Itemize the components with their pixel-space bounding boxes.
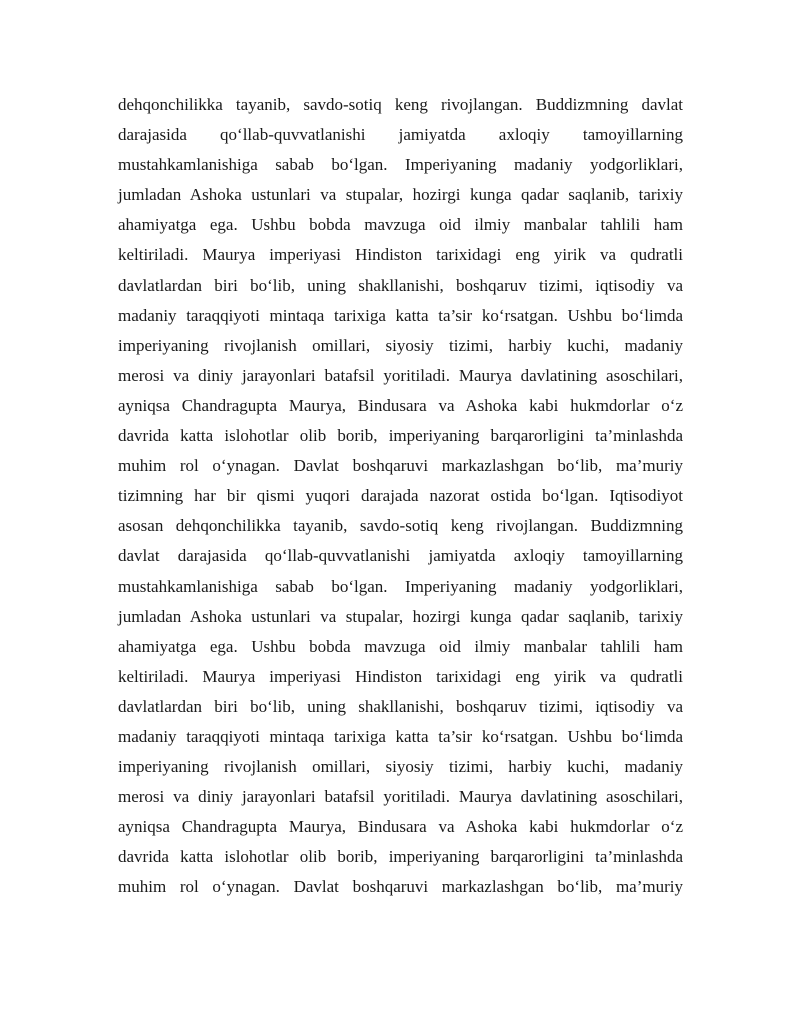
text-line: muhim rol o‘ynagan. Davlat boshqaruvi markazlashgan bo‘lib, ma’muriy <box>118 877 683 897</box>
text-line: tizimning har bir qismi yuqori darajada nazorat ostida bo‘lgan. Iqtisodiyot <box>118 486 683 506</box>
text-line: davlatlardan biri bo‘lib, uning shakllanishi, boshqaruv tizimi, iqtisodiy va <box>118 275 683 295</box>
text-line: ahamiyatga ega. Ushbu bobda mavzuga oid ilmiy manbalar tahlili ham <box>118 215 683 235</box>
text-line: mustahkamlanishiga sabab bo‘lgan. Imperiyaning madaniy yodgorliklari, <box>118 576 683 596</box>
text-line: ayniqsa Chandragupta Maurya, Bindusara va Ashoka kabi hukmdorlar o‘z <box>118 817 683 837</box>
text-line: imperiyaning rivojlanish omillari, siyosiy tizimi, harbiy kuchi, madaniy <box>118 335 683 355</box>
text-line: davlatlardan biri bo‘lib, uning shakllanishi, boshqaruv tizimi, iqtisodiy va <box>118 696 683 716</box>
text-line: jumladan Ashoka ustunlari va stupalar, hozirgi kunga qadar saqlanib, tarixiy <box>118 606 683 626</box>
text-line: merosi va diniy jarayonlari batafsil yoritiladi. Maurya davlatining asoschilari, <box>118 365 683 385</box>
text-line: keltiriladi. Maurya imperiyasi Hindiston tarixidagi eng yirik va qudratli <box>118 245 683 265</box>
body-text <box>118 90 683 903</box>
text-line: merosi va diniy jarayonlari batafsil yoritiladi. Maurya davlatining asoschilari, <box>118 787 683 807</box>
text-line: davlat darajasida qo‘llab-quvvatlanishi jamiyatda axloqiy tamoyillarning <box>118 546 683 566</box>
text-line: ayniqsa Chandragupta Maurya, Bindusara va Ashoka kabi hukmdorlar o‘z <box>118 395 683 415</box>
text-line: asosan dehqonchilikka tayanib, savdo-sotiq keng rivojlangan. Buddizmning <box>118 516 683 536</box>
text-line: mustahkamlanishiga sabab bo‘lgan. Imperiyaning madaniy yodgorliklari, <box>118 155 683 175</box>
text-line: muhim rol o‘ynagan. Davlat boshqaruvi markazlashgan bo‘lib, ma’muriy <box>118 456 683 476</box>
text-line: jumladan Ashoka ustunlari va stupalar, hozirgi kunga qadar saqlanib, tarixiy <box>118 185 683 205</box>
text-line: davrida katta islohotlar olib borib, imperiyaning barqarorligini ta’minlashda <box>118 847 683 867</box>
text-line: madaniy taraqqiyoti mintaqa tarixiga katta ta’sir ko‘rsatgan. Ushbu bo‘limda <box>118 726 683 746</box>
text-line: madaniy taraqqiyoti mintaqa tarixiga katta ta’sir ko‘rsatgan. Ushbu bo‘limda <box>118 305 683 325</box>
text-line: dehqonchilikka tayanib, savdo-sotiq keng rivojlangan. Buddizmning davlat <box>118 95 683 114</box>
text-line: imperiyaning rivojlanish omillari, siyosiy tizimi, harbiy kuchi, madaniy <box>118 757 683 777</box>
text-line: keltiriladi. Maurya imperiyasi Hindiston tarixidagi eng yirik va qudratli <box>118 666 683 686</box>
text-line: darajasida qo‘llab-quvvatlanishi jamiyatda axloqiy tamoyillarning <box>118 125 683 145</box>
text-line: davrida katta islohotlar olib borib, imperiyaning barqarorligini ta’minlashda <box>118 426 683 446</box>
text-line: ahamiyatga ega. Ushbu bobda mavzuga oid ilmiy manbalar tahlili ham <box>118 636 683 656</box>
